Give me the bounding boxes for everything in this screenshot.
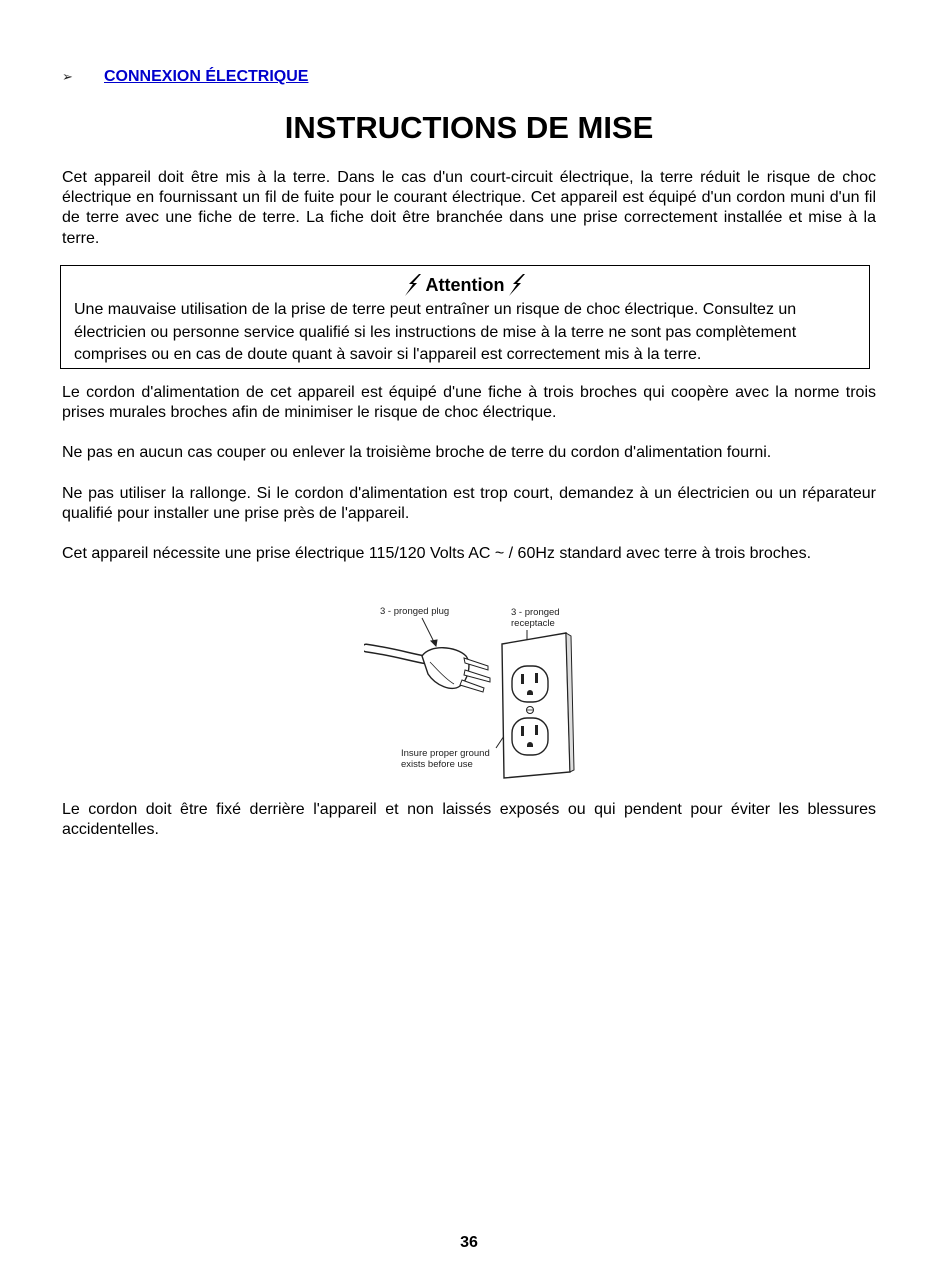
paragraph-cord: Le cordon d'alimentation de cet appareil est équipé d'une fiche à trois broches qui coopère avec la norme trois prises murales broches afin de minimiser le risque de choc électrique. (62, 384, 876, 422)
paragraph-intro: Cet appareil doit être mis à la terre. Dans le cas d'un court-circuit électrique, la terre réduit le risque de choc électrique en fournissant un fil de fuite pour le courant électrique. Cet appareil est équipé d'un cordon muni d'un fil de terre avec une fiche de terre. La fiche doit être branchée dans une prise correctement installée et mise à la terre. (62, 169, 876, 247)
paragraph-fixing: Le cordon doit être fixé derrière l'appareil et non laissés exposés ou qui pendent pour éviter les blessures accidentelles. (62, 801, 876, 839)
paragraph-requirement: Cet appareil nécessite une prise électrique 115/120 Volts AC ~ / 60Hz standard avec terre à trois broches. (62, 545, 812, 562)
label-ground-line1: Insure proper ground (401, 748, 490, 759)
label-plug: 3 - pronged plug (380, 606, 450, 617)
paragraph-no-extension: Ne pas utiliser la rallonge. Si le cordon d'alimentation est trop court, demandez à un électricien ou un réparateur qualifié pour installer une prise près de l'appareil. (62, 485, 876, 523)
lightning-bolt-icon (506, 273, 528, 297)
section-link-connexion-electrique[interactable]: CONNEXION ÉLECTRIQUE (104, 68, 309, 85)
three-pronged-plug (366, 648, 490, 692)
page-number: 36 (460, 1234, 478, 1251)
grounded-plug-illustration (364, 600, 578, 784)
warning-title: Attention (425, 274, 505, 295)
label-receptacle-line2: receptacle (511, 618, 555, 629)
section-heading (62, 66, 308, 88)
label-ground-line2: exists before use (401, 759, 473, 770)
warning-header (61, 273, 869, 297)
warning-box (60, 265, 870, 369)
warning-text: Une mauvaise utilisation de la prise de terre peut entraîner un risque de choc électrique. Consultez un électricien ou personne service qualifié si les instructions de mise à la terre ne sont pas complètement comprises ou en cas de doute quant à savoir si l'appareil est correctement mis à la terre. (74, 301, 797, 363)
arrow-bullet-icon: ➢ (62, 69, 73, 84)
paragraph-no-cut: Ne pas en aucun cas couper ou enlever la troisième broche de terre du cordon d'alimentation fourni. (62, 444, 772, 461)
page-title: INSTRUCTIONS DE MISE (284, 110, 654, 145)
lightning-bolt-icon (402, 273, 424, 297)
wall-receptacle (502, 633, 574, 778)
label-receptacle-line1: 3 - pronged (511, 607, 560, 618)
